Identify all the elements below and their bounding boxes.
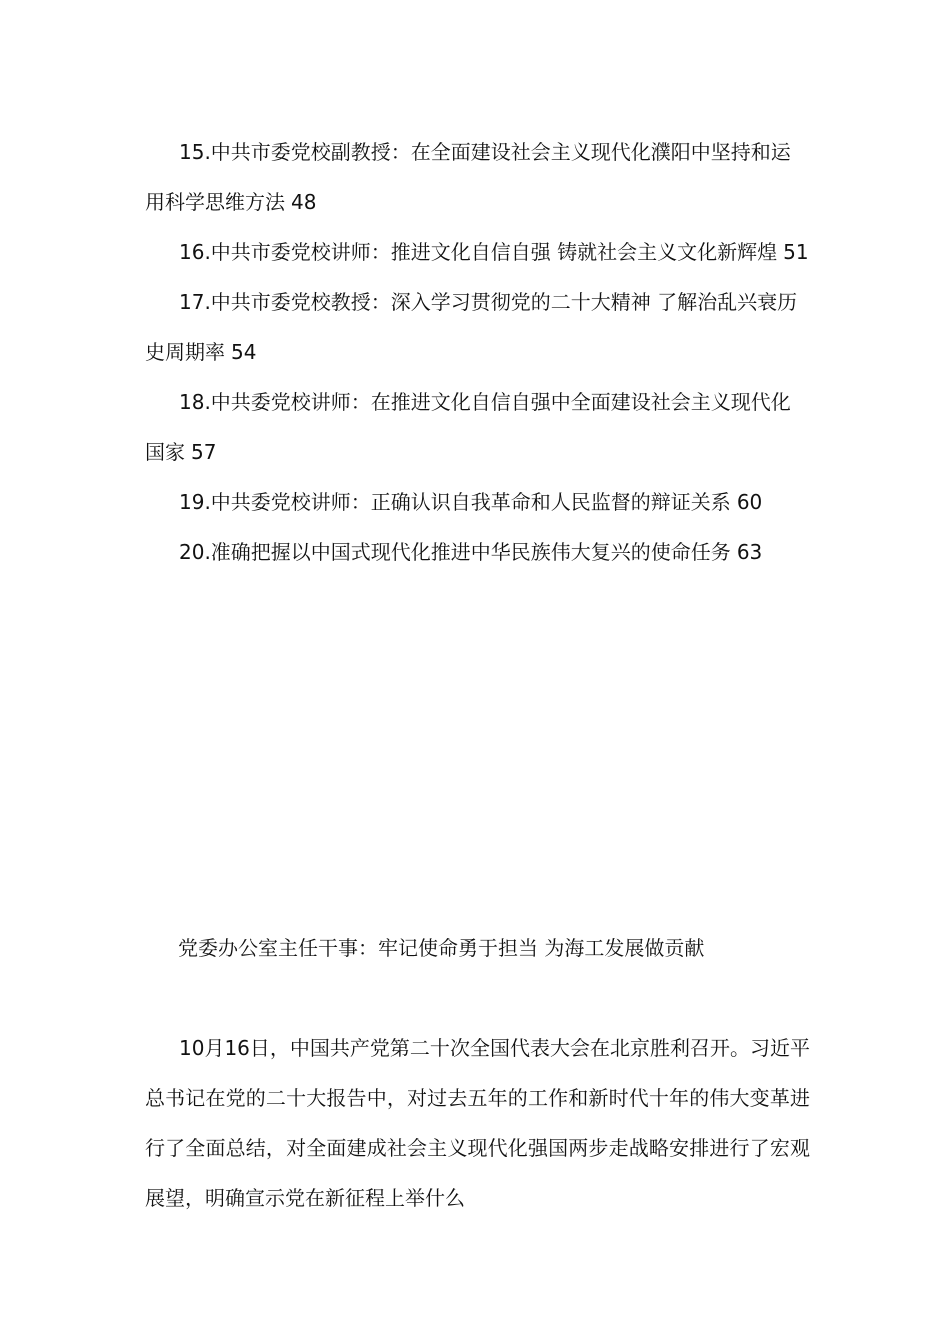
toc-entry-20 (145, 527, 810, 577)
toc-entry-18 (145, 377, 810, 477)
toc-entry-title: 17.中共市委党校教授：深入学习贯彻党的二十大精神 了解治乱兴衰历史周期率 (145, 290, 798, 364)
toc-entry-17 (145, 277, 810, 377)
toc-entry-19 (145, 477, 810, 527)
toc-page-number: 63 (736, 540, 763, 564)
article-title: 党委办公室主任干事：牢记使命勇于担当 为海工发展做贡献 (178, 936, 705, 960)
toc-entry-title: 19.中共委党校讲师：正确认识自我革命和人民监督的辩证关系 (179, 490, 731, 514)
toc-page-number: 57 (191, 440, 217, 464)
toc-entry-title: 16.中共市委党校讲师：推进文化自信自强 铸就社会主义文化新辉煌 (179, 240, 778, 264)
table-of-contents (145, 127, 810, 577)
toc-entry-title: 15.中共市委党校副教授：在全面建设社会主义现代化濮阳中坚持和运用科学思维方法 (145, 140, 791, 214)
toc-page-number: 54 (231, 340, 257, 364)
toc-entry-title: 18.中共委党校讲师：在推进文化自信自强中全面建设社会主义现代化国家 (145, 390, 791, 464)
toc-entry-title: 20.准确把握以中国式现代化推进中华民族伟大复兴的使命任务 (179, 540, 731, 564)
toc-entry-15 (145, 127, 810, 227)
article-paragraph: 10月16日，中国共产党第二十次全国代表大会在北京胜利召开。习近平总书记在党的二十大报告中，对过去五年的工作和新时代十年的伟大变革进行了全面总结，对全面建成社会主义现代化强国两步走战略安排进行了宏观展望，明确宣示党在新征程上举什么 (145, 1036, 810, 1210)
toc-entry-16 (145, 227, 810, 277)
toc-page-number: 60 (736, 490, 763, 514)
toc-page-number: 51 (783, 240, 809, 264)
toc-page-number: 48 (291, 190, 317, 214)
